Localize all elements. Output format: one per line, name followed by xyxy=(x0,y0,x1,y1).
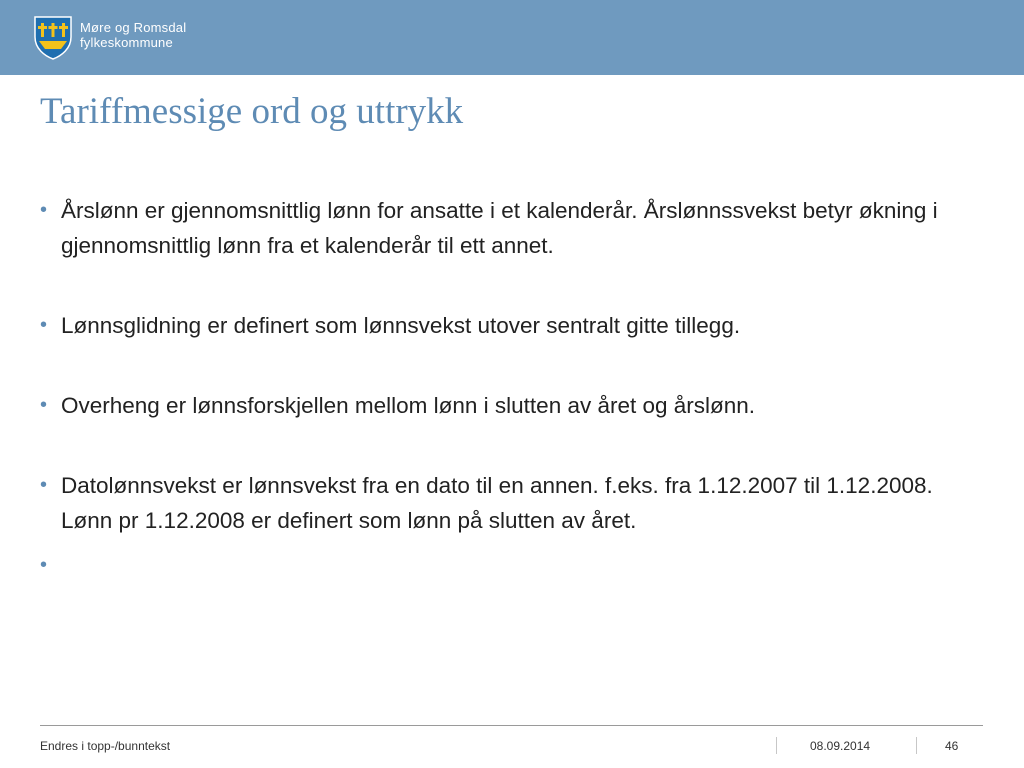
header-band xyxy=(0,0,1024,75)
slide-title: Tariffmessige ord og uttrykk xyxy=(40,91,464,132)
footer-divider xyxy=(40,725,983,726)
page-number: 46 xyxy=(945,739,959,753)
bullet-item: • Lønnsglidning er definert som lønnsvekst utover sentralt gitte tillegg. xyxy=(40,308,990,343)
org-name-line2: fylkeskommune xyxy=(80,35,173,50)
org-name-line1: Møre og Romsdal xyxy=(80,20,187,35)
empty-bullet-item xyxy=(40,548,990,583)
footer-date: 08.09.2014 xyxy=(810,739,871,753)
footer-text: Endres i topp-/bunntekst xyxy=(40,739,171,753)
bullet-item: • Datolønnsvekst er lønnsvekst fra en dato til en annen. f.eks. fra 1.12.2007 til 1.12.2008. Lønn pr 1.12.2008 er definert som lønn på slutten av året. xyxy=(40,468,990,538)
bullet-list xyxy=(40,193,990,583)
footer-separator xyxy=(776,737,777,754)
footer-separator xyxy=(916,737,917,754)
bullet-item: • Årslønn er gjennomsnittlig lønn for ansatte i et kalenderår. Årslønnssvekst betyr økning i gjennomsnittlig lønn fra et kalenderår til ett annet. xyxy=(40,193,990,263)
bullet-item: • Overheng er lønnsforskjellen mellom lønn i slutten av året og årslønn. xyxy=(40,388,990,423)
county-coat-of-arms-icon xyxy=(33,15,73,61)
org-name xyxy=(80,20,186,50)
